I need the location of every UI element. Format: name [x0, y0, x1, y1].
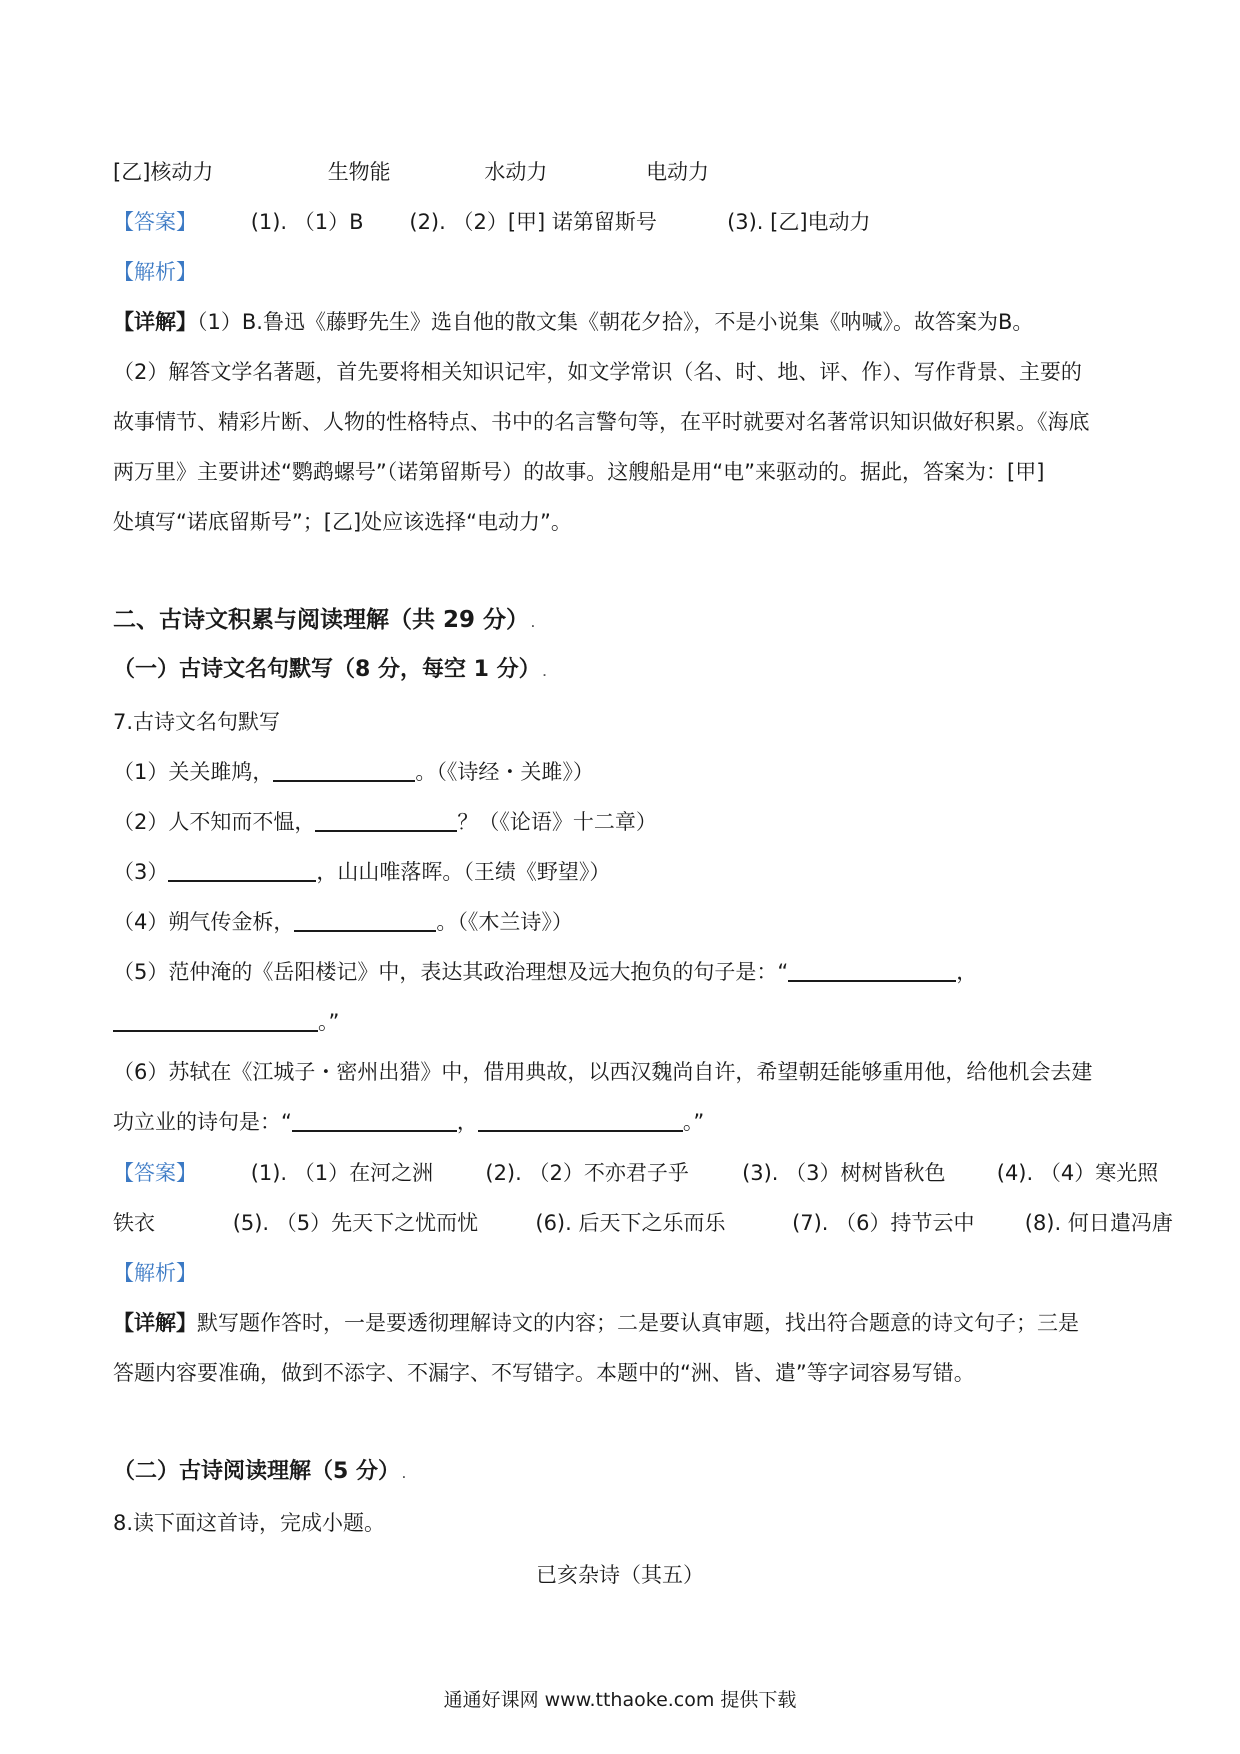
option-water: 水动力 [484, 160, 548, 184]
q6-answer-line [113, 207, 1135, 237]
detail-text: 默写题作答时，一是要透彻理解诗文的内容；二是要认真审题，找出符合题意的诗文句子；三是 [197, 1311, 1079, 1335]
q7-text: ？（《论语》十二章） [457, 810, 657, 834]
mark-dot: . [542, 668, 547, 679]
section-title-text: 二、古诗文积累与阅读理解（共 29 分） [113, 607, 530, 633]
q7-item-4 [113, 907, 1135, 937]
q7-text: （5）范仲淹的《岳阳楼记》中，表达其政治理想及远大抱负的句子是：“ [113, 960, 789, 984]
subsection-title-text: （二）古诗阅读理解（5 分） [113, 1459, 400, 1484]
answer-blank [294, 910, 436, 932]
mark-dot: . [401, 1470, 406, 1481]
subsection-title-text: （一）古诗文名句默写（8 分，每空 1 分） [113, 657, 541, 682]
answer-blank [315, 810, 457, 832]
q7-text: 。” [318, 1010, 340, 1034]
section-title [113, 605, 1135, 640]
q8-title: 8.读下面这首诗，完成小题。 [113, 1511, 386, 1535]
detail-text: 答题内容要准确，做到不添字、不漏字、不写错字。本题中的“洲、皆、遣”等字词容易写错。 [113, 1361, 975, 1385]
answer-item: 铁衣 [113, 1211, 155, 1235]
answer-item: (7). （6）持节云中 [792, 1211, 975, 1235]
answer-tag: 【答案】 [113, 210, 197, 234]
q7-text: （4）朔气传金柝， [113, 910, 295, 934]
detail-tag: 【详解】 [113, 310, 197, 334]
answer-item: (3). （3）树树皆秋色 [742, 1161, 946, 1185]
answer-item: (1). （1）B [250, 210, 364, 234]
option-line [113, 157, 1135, 187]
q7-item-6-cont [113, 1107, 1135, 1137]
detail-text: 两万里》主要讲述“鹦鹉螺号”（诺第留斯号）的故事。这艘船是用“电”来驱动的。据此，答案为：[甲] [113, 460, 1045, 484]
answer-blank [273, 760, 415, 782]
q7-item-3 [113, 857, 1135, 887]
answer-item: (5). （5）先天下之忧而忧 [232, 1211, 479, 1235]
page-footer: 通通好课网 www.tthaoke.com 提供下载 [443, 1689, 797, 1711]
q7-text: ， [456, 1110, 478, 1134]
detail-tag: 【详解】 [113, 1311, 197, 1335]
q7-text: ， [956, 960, 978, 984]
q7-text: ，山山唯落晖。（王绩《野望》） [316, 860, 611, 884]
q7-text: （2）人不知而不愠， [113, 810, 316, 834]
analysis-tag: 【解析】 [113, 260, 197, 284]
detail-text: 处填写“诺底留斯号”；[乙]处应该选择“电动力”。 [113, 510, 572, 534]
answer-blank [168, 860, 316, 882]
detail-paragraph [113, 1308, 1135, 1338]
answer-item: (8). 何日遣冯唐 [1024, 1211, 1173, 1235]
poem-title: 已亥杂诗（其五） [536, 1563, 704, 1587]
q7-text: （3） [113, 860, 169, 884]
q7-item-5-cont [113, 1007, 1135, 1037]
answer-blank [292, 1110, 457, 1132]
option-bio: 生物能 [327, 160, 391, 184]
detail-text: （1）B.鲁迅《藤野先生》选自他的散文集《朝花夕拾》，不是小说集《呐喊》。故答案为B。 [197, 310, 1034, 334]
answer-item: (1). （1）在河之洲 [250, 1161, 434, 1185]
q7-item-1 [113, 757, 1135, 787]
q7-item-6: （6）苏轼在《江城子・密州出猎》中，借用典故，以西汉魏尚自许，希望朝廷能够重用他，给他机会去建 [113, 1060, 1093, 1084]
q7-answer-line-2 [113, 1208, 1173, 1238]
q7-text: 功立业的诗句是：“ [113, 1110, 292, 1134]
q7-text: 。（《诗经・关雎》） [415, 760, 594, 784]
q7-item-2 [113, 807, 1135, 837]
answer-item: (2). （2）不亦君子乎 [485, 1161, 689, 1185]
detail-text: 故事情节、精彩片断、人物的性格特点、书中的名言警句等，在平时就要对名著常识知识做好积累。《海底 [113, 410, 1090, 434]
answer-item: (3). [乙]电动力 [727, 210, 871, 234]
answer-item: (6). 后天下之乐而乐 [535, 1211, 726, 1235]
q7-text: （1）关关雎鸠， [113, 760, 274, 784]
q7-text: 。（《木兰诗》） [436, 910, 573, 934]
mark-dot: . [531, 619, 535, 630]
detail-paragraph [113, 307, 1135, 337]
answer-tag: 【答案】 [113, 1161, 197, 1185]
subsection-title [113, 1457, 1135, 1491]
subsection-title [113, 655, 1135, 689]
answer-blank [113, 1010, 318, 1032]
option-electric: 电动力 [646, 160, 710, 184]
answer-item: (2). （2）[甲] 诺第留斯号 [409, 210, 657, 234]
analysis-tag: 【解析】 [113, 1261, 197, 1285]
answer-item: (4). （4）寒光照 [996, 1161, 1159, 1185]
answer-blank [788, 960, 956, 982]
q7-text: 。” [682, 1110, 705, 1134]
detail-text: （2）解答文学名著题，首先要将相关知识记牢，如文学常识（名、时、地、评、作）、写作背景、主要的 [113, 360, 1082, 384]
q7-answer-line [113, 1158, 1159, 1188]
q7-item-5 [113, 957, 1135, 987]
answer-blank [478, 1110, 683, 1132]
q7-title: 7.古诗文名句默写 [113, 710, 281, 734]
option-nuclear: [乙]核动力 [113, 160, 214, 184]
